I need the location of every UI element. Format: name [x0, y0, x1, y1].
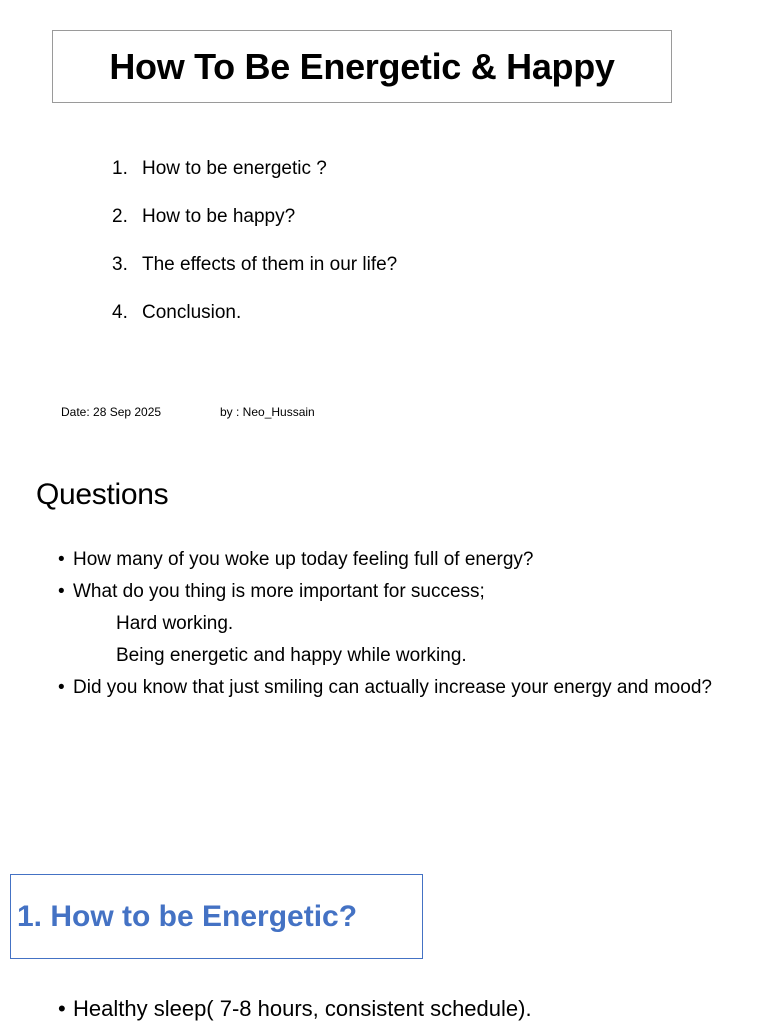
agenda-number: 3. [112, 254, 128, 275]
question-subitem [58, 612, 738, 636]
bullet-icon: • [58, 996, 66, 1021]
question-item [58, 580, 738, 604]
bullet-icon: • [58, 549, 65, 570]
section-heading: 1. How to be Energetic? [17, 899, 358, 933]
agenda-item [112, 158, 397, 206]
energetic-text: Healthy sleep( 7-8 hours, consistent schedule). [73, 996, 532, 1021]
question-subitem-text: Being energetic and happy while working. [116, 645, 467, 666]
energetic-item [58, 995, 532, 1023]
question-text: What do you thing is more important for success; [73, 581, 485, 602]
agenda-item [112, 302, 397, 350]
agenda-list [112, 158, 397, 350]
agenda-text: How to be happy? [142, 206, 296, 227]
section-box [10, 874, 423, 959]
question-text: Did you know that just smiling can actually increase your energy and mood? [73, 677, 712, 698]
energetic-list [58, 995, 532, 1023]
agenda-item [112, 254, 397, 302]
agenda-number: 2. [112, 206, 128, 227]
agenda-item [112, 206, 397, 254]
bullet-icon: • [58, 581, 65, 602]
question-text: How many of you woke up today feeling full of energy? [73, 549, 534, 570]
bullet-icon: • [58, 677, 65, 698]
date-label: Date: 28 Sep 2025 [61, 405, 162, 419]
title-box [52, 30, 672, 103]
document-title: How To Be Energetic & Happy [109, 45, 615, 87]
questions-heading: Questions [36, 478, 169, 511]
agenda-text: The effects of them in our life? [142, 254, 398, 275]
agenda-text: How to be energetic ? [142, 158, 327, 179]
question-subitem [58, 644, 738, 668]
agenda-text: Conclusion. [142, 302, 242, 323]
author-label: by : Neo_Hussain [220, 405, 315, 419]
question-item [58, 676, 738, 700]
questions-list [58, 548, 738, 708]
agenda-number: 1. [112, 158, 128, 179]
question-item [58, 548, 738, 572]
question-subitem-text: Hard working. [116, 613, 234, 634]
agenda-number: 4. [112, 302, 128, 323]
